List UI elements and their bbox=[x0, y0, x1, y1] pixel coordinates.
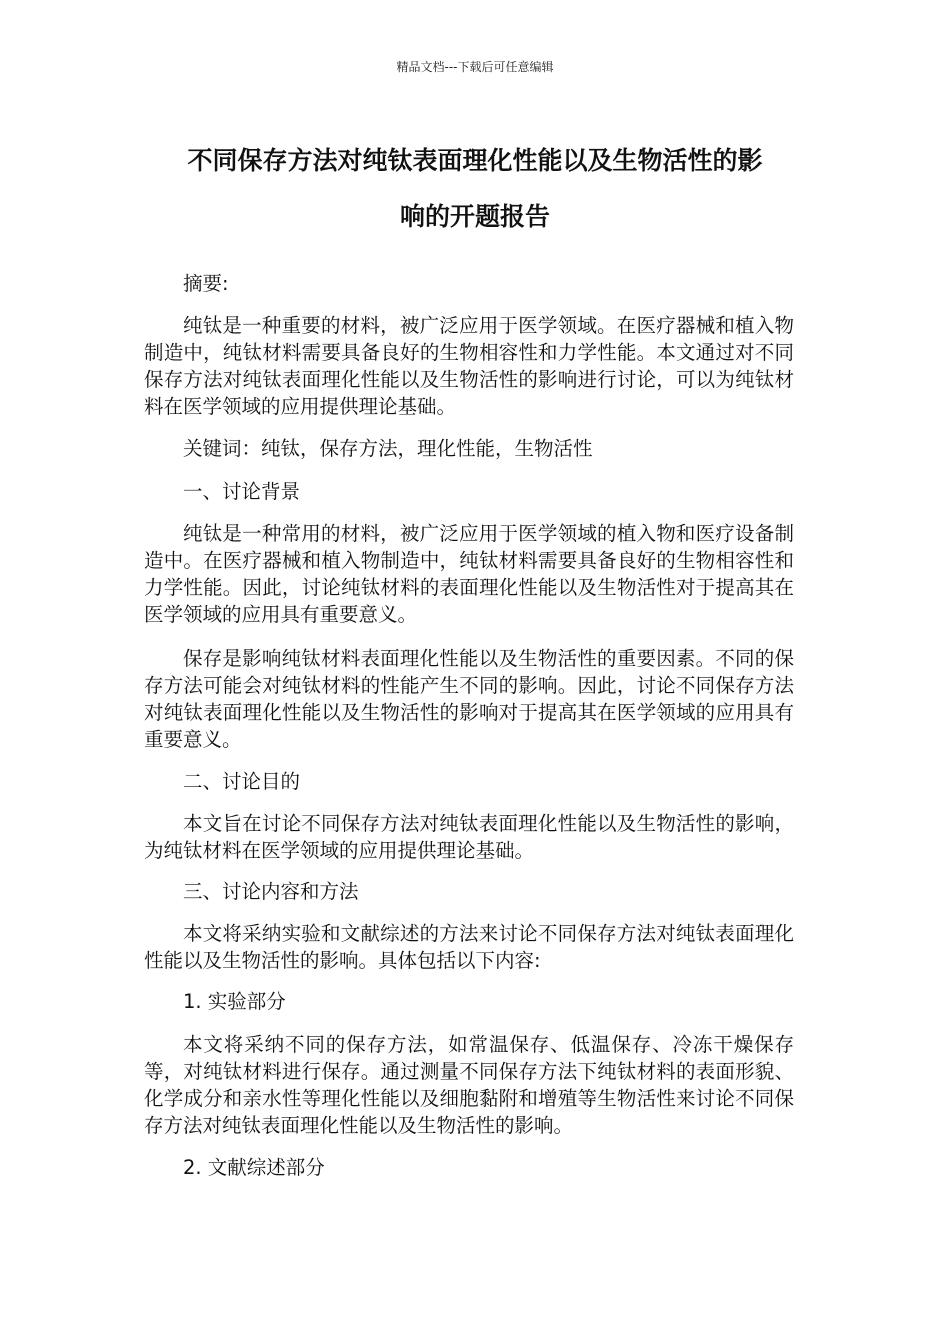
section-1-paragraph-2: 保存是影响纯钛材料表面理化性能以及生物活性的重要因素。不同的保存方法可能会对纯钛材料的性能产生不同的影响。因此，讨论不同保存方法对纯钛表面理化性能以及生物活性的影响对于提高其在医学领域的应用具有重要意义。 bbox=[144, 647, 794, 751]
title-line-2: 响的开题报告 bbox=[399, 202, 550, 231]
abstract-paragraph: 纯钛是一种重要的材料，被广泛应用于医学领域。在医疗器械和植入物制造中，纯钛材料需要具备良好的生物相容性和力学性能。本文通过对不同保存方法对纯钛表面理化性能以及生物活性的影响进行讨论，可以为纯钛材料在医学领域的应用提供理论基础。 bbox=[144, 314, 794, 418]
subsection-1-paragraph-1: 本文将采纳不同的保存方法，如常温保存、低温保存、冷冻干燥保存等，对纯钛材料进行保存。通过测量不同保存方法下纯钛材料的表面形貌、化学成分和亲水性等理化性能以及细胞黏附和增殖等生物活性来讨论不同保存方法对纯钛表面理化性能以及生物活性的影响。 bbox=[144, 1033, 794, 1137]
subsection-2-heading: 2. 文献综述部分 bbox=[183, 1156, 325, 1179]
section-2-heading: 二、讨论目的 bbox=[183, 770, 301, 793]
section-3-paragraph-1: 本文将采纳实验和文献综述的方法来讨论不同保存方法对纯钛表面理化性能以及生物活性的影响。具体包括以下内容: bbox=[144, 922, 794, 972]
title-line-1: 不同保存方法对纯钛表面理化性能以及生物活性的影 bbox=[187, 146, 763, 175]
section-1-paragraph-1: 纯钛是一种常用的材料，被广泛应用于医学领域的植入物和医疗设备制造中。在医疗器械和植入物制造中，纯钛材料需要具备良好的生物相容性和力学性能。因此，讨论纯钛材料的表面理化性能以及生物活性对于提高其在医学领域的应用具有重要意义。 bbox=[144, 522, 794, 626]
subsection-1-heading: 1. 实验部分 bbox=[183, 990, 286, 1013]
keywords: 关键词：纯钛，保存方法，理化性能，生物活性 bbox=[183, 437, 593, 460]
section-1-heading: 一、讨论背景 bbox=[183, 480, 301, 503]
document-title bbox=[140, 133, 810, 245]
header-note: 精品文档---下载后可任意编辑 bbox=[396, 60, 554, 74]
abstract-label: 摘要: bbox=[183, 272, 229, 295]
section-2-paragraph-1: 本文旨在讨论不同保存方法对纯钛表面理化性能以及生物活性的影响，为纯钛材料在医学领域的应用提供理论基础。 bbox=[144, 812, 794, 862]
section-3-heading: 三、讨论内容和方法 bbox=[183, 880, 359, 903]
